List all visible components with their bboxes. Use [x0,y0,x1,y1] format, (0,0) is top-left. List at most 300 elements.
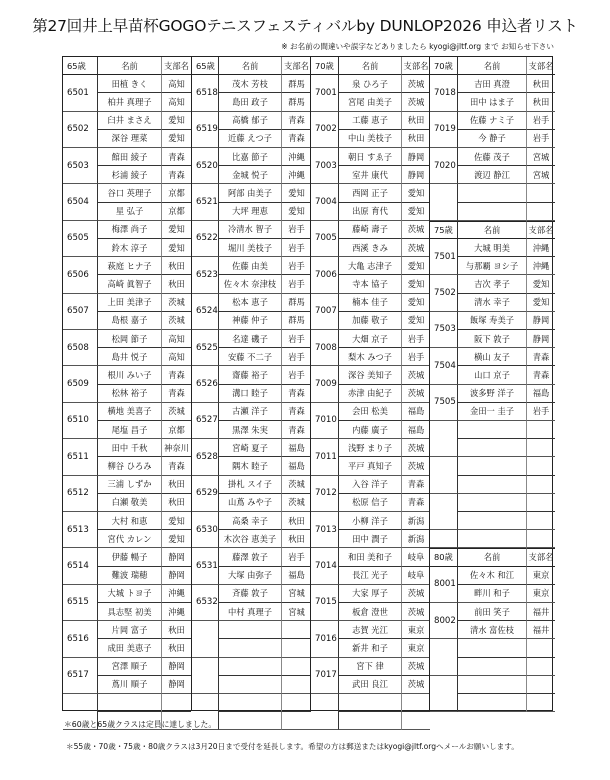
player-name: 宮尾 由美子 [339,93,402,111]
entry-number: 7014 [311,548,339,584]
player-branch: 秋田 [162,476,191,494]
player-name: 白瀬 敬美 [98,494,162,512]
entry-number: 7018 [430,75,458,111]
player-branch: 茨城 [162,403,191,421]
player-branch: 福井 [527,621,555,639]
player-branch: 沖縄 [527,239,555,257]
player-name [219,639,282,657]
player-name: 宮澤 順子 [98,658,162,676]
player-name: 安藤 不二子 [219,348,282,366]
player-name: 蔦川 順子 [98,676,162,694]
player-name: 松林 裕子 [98,385,162,403]
player-branch: 沖縄 [527,257,555,275]
entry-number: 6531 [192,548,219,584]
entry-number: 8002 [430,603,458,639]
class-header: 75歳 [430,221,458,239]
entry-number [192,621,219,657]
player-branch: 高知 [162,75,191,93]
player-name: 宮下 律 [339,658,402,676]
player-name: 佐々木 奈津枝 [219,275,282,293]
entry-number: 6513 [63,512,98,548]
player-name: 藤澤 敦子 [219,548,282,566]
player-branch: 茨城 [402,658,430,676]
player-branch [527,676,555,694]
player-branch: 茨城 [402,385,430,403]
player-name: 田中 千秋 [98,439,162,457]
player-name: 佐々木 和江 [458,567,527,585]
player-name: 田中 潤子 [339,530,402,548]
player-branch [527,694,555,712]
player-branch: 高知 [162,348,191,366]
player-branch [527,421,555,439]
player-name: 島根 嘉子 [98,312,162,330]
player-name: 名達 磯子 [219,330,282,348]
player-name: 館田 綾子 [98,148,162,166]
player-branch: 群馬 [282,93,311,111]
player-name: 萩庭 ヒナ子 [98,257,162,275]
player-name: 大家 厚子 [339,585,402,603]
player-branch: 茨城 [402,585,430,603]
player-branch [282,676,311,694]
player-branch: 静岡 [162,548,191,566]
player-branch [527,512,555,530]
player-name [458,203,527,221]
player-name: 阪下 敦子 [458,330,527,348]
entry-number: 7502 [430,275,458,311]
player-branch: 新潟 [402,512,430,530]
player-name: 金田一 圭子 [458,403,527,421]
player-branch: 茨城 [402,676,430,694]
entry-number: 7007 [311,294,339,330]
entry-number: 6532 [192,585,219,621]
branch-header: 支部名 [527,57,555,75]
player-name: 齋藤 裕子 [219,366,282,384]
entry-number [430,530,458,548]
player-branch: 静岡 [527,330,555,348]
player-branch [527,439,555,457]
player-name: 掛札 スイ子 [219,476,282,494]
player-branch: 愛知 [282,184,311,202]
player-name: 黒澤 朱実 [219,421,282,439]
player-name [458,184,527,202]
name-header: 名前 [339,57,402,75]
player-name: 畔川 和子 [458,585,527,603]
player-name: 上田 美津子 [98,294,162,312]
player-branch: 岩手 [282,548,311,566]
player-branch: 茨城 [162,312,191,330]
player-name: 中村 真理子 [219,603,282,621]
entry-number: 6523 [192,257,219,293]
column-group [191,57,311,710]
player-branch: 茨城 [402,93,430,111]
player-name: 大村 和恵 [98,512,162,530]
player-name: 渡辺 静江 [458,166,527,184]
player-name: 横地 美喜子 [98,403,162,421]
player-name: 鈴木 淳子 [98,239,162,257]
player-name: 近藤 えつ子 [219,130,282,148]
player-name: 佐藤 茂子 [458,148,527,166]
player-branch [527,639,555,657]
player-branch: 青森 [162,166,191,184]
player-name: 梅澤 尚子 [98,221,162,239]
player-branch: 京都 [162,184,191,202]
entry-number [430,184,458,220]
column-group [310,57,430,710]
player-name: 吉田 真澄 [458,75,527,93]
player-name: 新井 和子 [339,639,402,657]
player-name [458,421,527,439]
player-branch: 茨城 [282,494,311,512]
player-branch: 岐阜 [402,567,430,585]
entry-number: 6516 [63,621,98,657]
player-name: 阿部 由美子 [219,184,282,202]
player-name: 山蔦 みや子 [219,494,282,512]
entry-number [430,494,458,530]
player-branch: 沖縄 [162,585,191,603]
player-branch: 青森 [527,348,555,366]
footnote-extension: ＊55歳・70歳・75歳・80歳クラスは3月20日まで受付を延長します。希望の方は郵送またはkyogi@jltf.orgへメールお願いします。 [66,742,519,751]
player-name: 田植 きく [98,75,162,93]
player-name: 工藤 恵子 [339,112,402,130]
player-name [219,658,282,676]
player-name: 清水 幸子 [458,294,527,312]
player-branch [527,494,555,512]
branch-header: 支部名 [527,548,555,566]
entry-number: 6503 [63,148,98,184]
player-branch: 東京 [402,639,430,657]
player-branch: 青森 [282,130,311,148]
entry-number: 7002 [311,112,339,148]
player-branch [402,694,430,712]
player-branch [282,712,311,730]
entry-number: 7504 [430,348,458,384]
entry-number [430,676,458,712]
player-branch [282,658,311,676]
player-branch [527,203,555,221]
player-branch: 青森 [162,148,191,166]
player-branch: 青森 [162,366,191,384]
player-branch: 愛知 [162,130,191,148]
player-branch: 福島 [527,385,555,403]
player-branch: 愛知 [162,112,191,130]
player-branch: 沖縄 [282,166,311,184]
player-name: 星 弘子 [98,203,162,221]
player-branch: 高知 [162,330,191,348]
player-branch: 秋田 [162,257,191,275]
player-branch: 群馬 [282,75,311,93]
class-header: 70歳 [430,57,458,75]
entry-number: 6507 [63,294,98,330]
player-branch [527,658,555,676]
player-name: 大城 トヨ子 [98,585,162,603]
entry-list-table [62,56,553,711]
player-name: 宮崎 夏子 [219,439,282,457]
player-name: 武田 良江 [339,676,402,694]
class-header: 70歳 [311,57,339,75]
player-branch: 沖縄 [282,148,311,166]
player-name: 谷口 英理子 [98,184,162,202]
entry-number: 7015 [311,585,339,621]
player-branch [282,639,311,657]
player-branch: 岩手 [282,275,311,293]
player-branch: 愛知 [402,275,430,293]
player-name: 堀川 美枝子 [219,239,282,257]
player-branch: 福島 [402,421,430,439]
player-branch: 青森 [162,457,191,475]
player-branch: 静岡 [402,166,430,184]
player-name: 和田 美和子 [339,548,402,566]
player-branch: 愛知 [162,221,191,239]
player-name: 西溪 きみ [339,239,402,257]
player-branch: 愛知 [162,239,191,257]
player-branch: 静岡 [402,148,430,166]
player-branch: 愛知 [162,512,191,530]
entry-number: 6527 [192,403,219,439]
branch-header: 支部名 [402,57,430,75]
player-name: 柏井 真理子 [98,93,162,111]
player-name: 大坪 理恵 [219,203,282,221]
player-name: 斉藤 敦子 [219,585,282,603]
entry-number: 6529 [192,476,219,512]
player-branch: 青森 [162,385,191,403]
player-branch: 岩手 [282,239,311,257]
player-branch: 青森 [527,366,555,384]
player-branch: 宮城 [527,166,555,184]
player-branch: 福島 [402,403,430,421]
entry-number: 6525 [192,330,219,366]
player-branch: 福島 [282,567,311,585]
entry-number: 7003 [311,148,339,184]
player-name: 松岡 節子 [98,330,162,348]
player-name: 大城 明美 [458,239,527,257]
player-name: 具志堅 初美 [98,603,162,621]
player-name [219,712,282,730]
player-name: 古瀬 洋子 [219,403,282,421]
player-name [219,676,282,694]
player-branch: 愛知 [162,530,191,548]
entry-number: 7004 [311,184,339,220]
entry-number: 6504 [63,184,98,220]
entry-number: 7009 [311,366,339,402]
player-branch: 福島 [282,439,311,457]
player-name: 難波 瑞穂 [98,567,162,585]
player-branch: 愛知 [402,184,430,202]
player-name: 朝日 すゑ子 [339,148,402,166]
entry-number: 7011 [311,439,339,475]
player-name: 中山 美枝子 [339,130,402,148]
player-branch: 岩手 [282,348,311,366]
class-header: 80歳 [430,548,458,566]
player-name [458,639,527,657]
column-group [63,57,191,710]
entry-number: 6518 [192,75,219,111]
branch-header: 支部名 [282,57,311,75]
player-branch: 秋田 [527,75,555,93]
player-name: 茂木 芳枝 [219,75,282,93]
player-name: 松原 信子 [339,494,402,512]
player-branch: 岩手 [527,112,555,130]
player-name: 大畑 京子 [339,330,402,348]
player-name: 田中 はま子 [458,93,527,111]
player-name: 泉 ひろ子 [339,75,402,93]
player-name: 波多野 洋子 [458,385,527,403]
player-name: 神藤 仲子 [219,312,282,330]
entry-number: 6512 [63,476,98,512]
player-name: 溝口 睦子 [219,385,282,403]
player-branch: 青森 [282,385,311,403]
player-name: 高桑 幸子 [219,512,282,530]
player-name: 隅木 睦子 [219,457,282,475]
player-branch [282,694,311,712]
player-branch: 愛知 [282,203,311,221]
entry-number: 6506 [63,257,98,293]
player-name: 吉次 孝子 [458,275,527,293]
entry-number: 6530 [192,512,219,548]
player-branch: 青森 [282,403,311,421]
player-branch: 秋田 [162,639,191,657]
player-branch: 岩手 [282,366,311,384]
player-name [458,694,527,712]
player-branch: 茨城 [402,439,430,457]
entry-number [311,694,339,730]
player-branch: 東京 [402,621,430,639]
entry-number: 6511 [63,439,98,475]
player-branch: 神奈川 [162,439,191,457]
player-branch: 青森 [282,421,311,439]
player-branch: 宮城 [527,148,555,166]
player-branch: 静岡 [527,312,555,330]
player-branch [527,184,555,202]
player-name: 根川 みい子 [98,366,162,384]
player-name: 小柳 洋子 [339,512,402,530]
player-name: 会田 松美 [339,403,402,421]
entry-number: 7501 [430,239,458,275]
player-branch: 静岡 [162,676,191,694]
entry-number: 6505 [63,221,98,257]
player-name: 伊藤 暢子 [98,548,162,566]
entry-number: 6526 [192,366,219,402]
player-branch: 茨城 [402,75,430,93]
player-branch: 静岡 [162,658,191,676]
player-name: 今 静子 [458,130,527,148]
entry-number: 8001 [430,567,458,603]
entry-number: 7019 [430,112,458,148]
player-branch: 秋田 [282,512,311,530]
player-name: 与那覇 ヨシ子 [458,257,527,275]
player-name [219,694,282,712]
player-branch: 青森 [282,112,311,130]
column-group [429,57,555,710]
player-branch: 静岡 [162,567,191,585]
player-name [458,530,527,548]
player-branch: 愛知 [527,275,555,293]
player-branch: 福井 [527,603,555,621]
player-name: 赤津 由紀子 [339,385,402,403]
player-name [458,494,527,512]
player-branch [527,476,555,494]
player-branch [527,530,555,548]
player-name: 冷清水 智子 [219,221,282,239]
player-branch: 岩手 [402,330,430,348]
player-branch: 岩手 [527,130,555,148]
player-name: 佐藤 ナミ子 [458,112,527,130]
player-branch: 秋田 [402,130,430,148]
entry-number: 6519 [192,112,219,148]
player-name: 杉浦 綾子 [98,166,162,184]
entry-number: 7001 [311,75,339,111]
player-branch: 岩手 [282,330,311,348]
player-name: 山口 京子 [458,366,527,384]
player-branch: 茨城 [282,476,311,494]
player-name: 三浦 しずか [98,476,162,494]
player-name: 長江 光子 [339,567,402,585]
player-name: 楠本 佳子 [339,294,402,312]
player-branch: 茨城 [402,603,430,621]
player-branch: 東京 [527,567,555,585]
player-branch [282,621,311,639]
player-branch: 岩手 [402,348,430,366]
player-name: 前田 笑子 [458,603,527,621]
player-name: 寺本 協子 [339,275,402,293]
player-name [458,439,527,457]
player-branch: 秋田 [282,530,311,548]
footnote-capacity: ＊60歳と65歳クラスは定員に達しました。 [64,720,217,729]
player-branch: 沖縄 [162,603,191,621]
entry-number: 7005 [311,221,339,257]
player-name: 板倉 澄世 [339,603,402,621]
entry-number [430,421,458,457]
player-branch [162,694,191,712]
entry-number: 6508 [63,330,98,366]
player-branch: 岩手 [282,257,311,275]
player-name: 比嘉 節子 [219,148,282,166]
player-name: 高橋 郁子 [219,112,282,130]
player-branch [402,712,430,730]
player-name: 入谷 洋子 [339,476,402,494]
player-name: 宮代 カレン [98,530,162,548]
entry-number: 6522 [192,221,219,257]
entry-number: 6514 [63,548,98,584]
player-name: 横山 友子 [458,348,527,366]
name-header: 名前 [458,548,527,566]
player-name [458,512,527,530]
player-branch: 群馬 [282,294,311,312]
player-branch: 京都 [162,203,191,221]
player-name: 木次谷 恵美子 [219,530,282,548]
name-header: 名前 [98,57,162,75]
player-name [458,476,527,494]
branch-header: 支部名 [162,57,191,75]
name-header: 名前 [458,221,527,239]
entry-number: 6509 [63,366,98,402]
entry-number: 7012 [311,476,339,512]
player-branch: 愛知 [527,294,555,312]
entry-number: 6515 [63,585,98,621]
player-branch: 群馬 [282,312,311,330]
player-branch: 京都 [162,421,191,439]
player-name: 飯塚 寿美子 [458,312,527,330]
player-name [219,621,282,639]
entry-number: 6501 [63,75,98,111]
class-header: 65歳 [192,57,219,75]
player-branch: 岩手 [527,403,555,421]
player-branch [527,457,555,475]
player-branch: 青森 [402,494,430,512]
entry-number: 6528 [192,439,219,475]
player-branch: 秋田 [162,494,191,512]
entry-number: 7010 [311,403,339,439]
player-name: 深谷 美知子 [339,366,402,384]
